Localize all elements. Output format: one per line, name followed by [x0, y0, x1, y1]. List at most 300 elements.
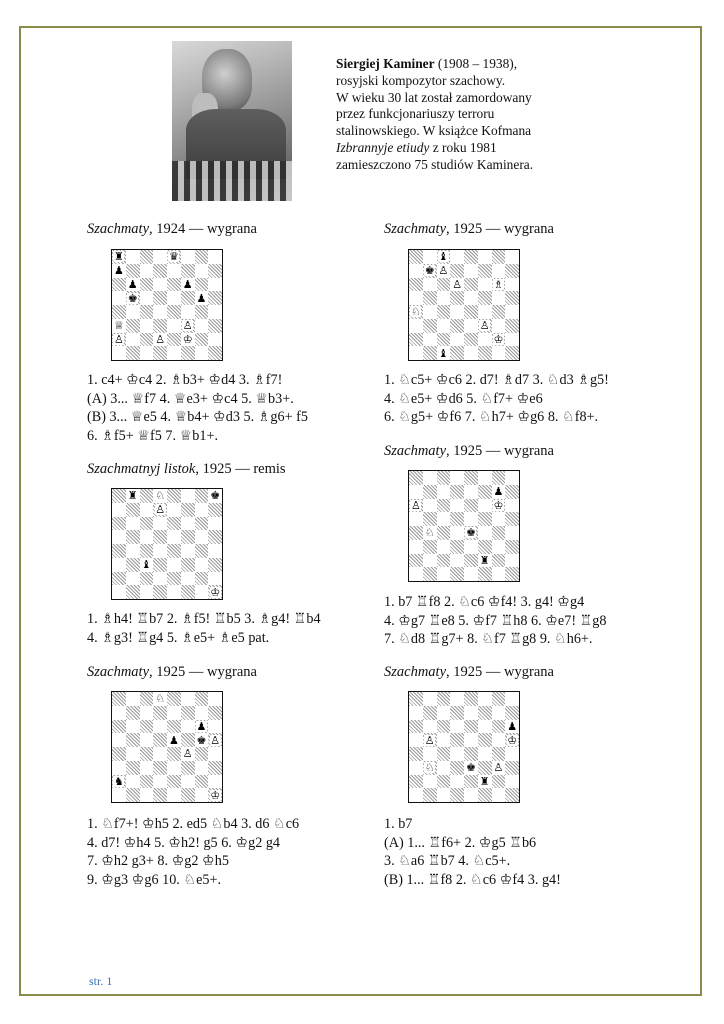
square-d7 [153, 706, 167, 720]
square-e7 [464, 264, 478, 278]
square-f6 [478, 278, 492, 292]
square-c5 [437, 733, 451, 747]
square-e2 [167, 775, 181, 789]
square-g4 [195, 747, 209, 761]
square-c5 [140, 530, 154, 544]
square-b4 [126, 544, 140, 558]
square-b2 [423, 775, 437, 789]
chess-piece: ♔ [210, 585, 221, 599]
square-g1 [195, 346, 209, 360]
square-a4 [112, 305, 126, 319]
square-e2 [464, 775, 478, 789]
square-g4 [195, 305, 209, 319]
square-c3 [140, 761, 154, 775]
square-h7 [505, 264, 519, 278]
square-d4 [450, 526, 464, 540]
square-e2 [167, 572, 181, 586]
square-a7 [112, 706, 126, 720]
square-h8 [208, 692, 222, 706]
square-g3 [492, 319, 506, 333]
chess-diagram [408, 691, 520, 803]
bio-line: W wieku 30 lat został zamordowany [336, 89, 532, 105]
square-d4 [450, 747, 464, 761]
square-g2 [195, 775, 209, 789]
square-d8 [153, 489, 167, 503]
square-c8 [437, 250, 451, 264]
square-a2 [409, 333, 423, 347]
square-b5 [126, 733, 140, 747]
square-h4 [208, 747, 222, 761]
square-a5 [409, 733, 423, 747]
square-f2 [478, 775, 492, 789]
move-list [384, 371, 609, 427]
square-h5 [208, 733, 222, 747]
square-a6 [409, 720, 423, 734]
chess-piece: ♚ [127, 291, 138, 305]
study-source: Szachmaty [87, 221, 150, 237]
square-c4 [437, 526, 451, 540]
square-g3 [492, 761, 506, 775]
study-source: Szachmaty [384, 664, 447, 680]
chess-diagram [111, 691, 223, 803]
chess-piece: ♙ [493, 761, 504, 775]
bio-name: Siergiej Kaminer [336, 56, 435, 71]
chess-piece: ♙ [452, 277, 463, 291]
square-f2 [478, 333, 492, 347]
square-a3 [409, 540, 423, 554]
square-d8 [153, 250, 167, 264]
square-a8 [112, 250, 126, 264]
square-d6 [450, 278, 464, 292]
square-d2 [450, 333, 464, 347]
chess-piece: ♕ [113, 319, 124, 333]
chess-piece: ♟ [196, 291, 207, 305]
square-g2 [492, 333, 506, 347]
square-g6 [492, 499, 506, 513]
square-f6 [181, 517, 195, 531]
square-d6 [450, 720, 464, 734]
chess-piece: ♚ [465, 526, 476, 540]
square-d4 [153, 305, 167, 319]
square-c3 [437, 319, 451, 333]
study-title [384, 664, 554, 681]
move-line: 6. ♘g5+ ♔f6 7. ♘h7+ ♔g6 8. ♘f8+. [384, 409, 599, 426]
square-h1 [505, 788, 519, 802]
square-e2 [464, 333, 478, 347]
move-line: 1. ♘f7+! ♔h5 2. ed5 ♘b4 3. d6 ♘c6 [87, 816, 300, 832]
square-d6 [153, 720, 167, 734]
square-h2 [208, 572, 222, 586]
square-c7 [140, 503, 154, 517]
square-h4 [505, 747, 519, 761]
square-a8 [409, 471, 423, 485]
chess-piece: ♙ [438, 264, 449, 278]
square-c2 [140, 572, 154, 586]
square-e3 [167, 558, 181, 572]
square-d7 [153, 503, 167, 517]
move-list [384, 815, 561, 890]
square-h3 [505, 540, 519, 554]
square-b3 [126, 319, 140, 333]
square-c7 [437, 485, 451, 499]
square-a4 [409, 747, 423, 761]
chess-piece: ♔ [493, 332, 504, 346]
square-c3 [437, 761, 451, 775]
square-a1 [409, 346, 423, 360]
square-h7 [208, 706, 222, 720]
square-d5 [450, 291, 464, 305]
square-a7 [112, 503, 126, 517]
square-c7 [437, 706, 451, 720]
square-f2 [181, 333, 195, 347]
square-b2 [126, 572, 140, 586]
square-h1 [208, 788, 222, 802]
square-f7 [478, 264, 492, 278]
square-e1 [464, 567, 478, 581]
square-d8 [153, 692, 167, 706]
square-c4 [140, 544, 154, 558]
square-e5 [464, 512, 478, 526]
square-h5 [208, 291, 222, 305]
square-d4 [450, 305, 464, 319]
chess-piece: ♜ [127, 489, 138, 503]
square-g5 [195, 291, 209, 305]
bio-line: z roku 1981 [429, 139, 497, 155]
square-a5 [409, 512, 423, 526]
square-d5 [153, 530, 167, 544]
square-g7 [195, 503, 209, 517]
square-d3 [450, 761, 464, 775]
square-h1 [505, 346, 519, 360]
chess-piece: ♟ [168, 733, 179, 747]
square-h6 [208, 720, 222, 734]
square-c7 [140, 264, 154, 278]
move-list [87, 371, 308, 446]
square-e6 [464, 278, 478, 292]
chess-diagram [111, 249, 223, 361]
square-d2 [153, 775, 167, 789]
square-a3 [112, 319, 126, 333]
square-h8 [505, 692, 519, 706]
square-b6 [423, 278, 437, 292]
square-f5 [181, 291, 195, 305]
square-c6 [140, 278, 154, 292]
square-g7 [195, 264, 209, 278]
chess-piece: ♘ [424, 761, 435, 775]
move-line: 4. ♗g3! ♖g4 5. ♗e5+ ♗e5 pat. [87, 629, 270, 646]
square-b6 [126, 517, 140, 531]
square-e6 [464, 499, 478, 513]
square-h7 [505, 485, 519, 499]
square-d5 [153, 733, 167, 747]
study-result: , 1925 — wygrana [446, 443, 554, 459]
chess-piece: ♟ [507, 719, 518, 733]
square-e6 [167, 517, 181, 531]
chess-piece: ♜ [479, 774, 490, 788]
square-b3 [423, 761, 437, 775]
square-d2 [450, 554, 464, 568]
square-c2 [437, 333, 451, 347]
square-h2 [505, 554, 519, 568]
square-g3 [492, 540, 506, 554]
move-line: (B) 3... ♕e5 4. ♕b4+ ♔d3 5. ♗g6+ f5 [87, 409, 308, 426]
square-c8 [437, 692, 451, 706]
square-e5 [167, 530, 181, 544]
chess-piece: ♞ [113, 774, 124, 788]
move-line: (A) 3... ♕f7 4. ♕e3+ ♔c4 5. ♕b3+. [87, 390, 294, 407]
chess-piece: ♙ [479, 319, 490, 333]
square-f2 [181, 572, 195, 586]
square-f4 [478, 747, 492, 761]
square-h2 [208, 333, 222, 347]
square-e7 [464, 706, 478, 720]
study-result: , 1925 — remis [195, 461, 286, 477]
square-b7 [423, 264, 437, 278]
square-c6 [140, 517, 154, 531]
move-line: 4. ♘e5+ ♔d6 5. ♘f7+ ♔e6 [384, 390, 543, 407]
square-a5 [112, 733, 126, 747]
chess-diagram [408, 249, 520, 361]
square-e4 [464, 305, 478, 319]
square-g2 [195, 333, 209, 347]
study-result: , 1925 — wygrana [149, 664, 257, 680]
square-a1 [409, 567, 423, 581]
square-b4 [423, 747, 437, 761]
square-c2 [437, 775, 451, 789]
square-g6 [492, 278, 506, 292]
square-h2 [505, 775, 519, 789]
square-f1 [478, 346, 492, 360]
square-b8 [126, 692, 140, 706]
move-line: 1. c4+ ♔c4 2. ♗b3+ ♔d4 3. ♗f7! [87, 372, 283, 388]
square-d1 [450, 788, 464, 802]
square-e8 [464, 692, 478, 706]
square-h1 [208, 585, 222, 599]
square-f8 [478, 471, 492, 485]
square-b3 [423, 540, 437, 554]
square-e6 [167, 720, 181, 734]
square-d3 [153, 319, 167, 333]
study-title [87, 461, 286, 478]
portrait-photo [172, 41, 292, 201]
square-h8 [208, 489, 222, 503]
square-e8 [464, 471, 478, 485]
square-g8 [195, 250, 209, 264]
square-h3 [208, 319, 222, 333]
study-title [87, 221, 257, 238]
square-d3 [450, 540, 464, 554]
square-b2 [423, 554, 437, 568]
square-e1 [167, 788, 181, 802]
square-f4 [181, 747, 195, 761]
square-b5 [423, 733, 437, 747]
square-a2 [112, 333, 126, 347]
square-g4 [492, 526, 506, 540]
square-e5 [464, 733, 478, 747]
square-b8 [126, 250, 140, 264]
square-a5 [112, 530, 126, 544]
square-g4 [492, 747, 506, 761]
square-d3 [450, 319, 464, 333]
square-a8 [409, 692, 423, 706]
square-f6 [181, 720, 195, 734]
square-f5 [181, 733, 195, 747]
move-line: 9. ♔g3 ♔g6 10. ♘e5+. [87, 872, 222, 889]
square-a7 [409, 485, 423, 499]
move-line: 6. ♗f5+ ♕f5 7. ♕b1+. [87, 428, 218, 445]
chess-piece: ♘ [424, 526, 435, 540]
square-c7 [140, 706, 154, 720]
square-g5 [492, 291, 506, 305]
square-h6 [505, 720, 519, 734]
square-g1 [195, 585, 209, 599]
square-d5 [153, 291, 167, 305]
square-c1 [140, 346, 154, 360]
square-g2 [492, 554, 506, 568]
square-d4 [153, 747, 167, 761]
square-b8 [423, 250, 437, 264]
chess-piece: ♔ [507, 733, 518, 747]
square-d7 [450, 485, 464, 499]
bio-line: stalinowskiego. W książce Kofmana [336, 123, 532, 139]
square-a4 [409, 526, 423, 540]
square-b7 [423, 485, 437, 499]
square-h4 [505, 305, 519, 319]
square-e1 [167, 346, 181, 360]
square-a2 [112, 775, 126, 789]
square-e7 [167, 264, 181, 278]
square-e5 [167, 291, 181, 305]
move-list [87, 815, 299, 890]
square-e8 [167, 692, 181, 706]
square-a8 [112, 692, 126, 706]
chess-piece: ♟ [493, 485, 504, 499]
square-c1 [437, 346, 451, 360]
square-d4 [153, 544, 167, 558]
square-b4 [126, 747, 140, 761]
square-a7 [409, 264, 423, 278]
square-g7 [492, 264, 506, 278]
square-a7 [112, 264, 126, 278]
move-line: 1. b7 [384, 816, 413, 832]
square-e6 [464, 720, 478, 734]
square-b1 [423, 788, 437, 802]
square-g8 [492, 692, 506, 706]
square-h3 [208, 761, 222, 775]
square-f6 [181, 278, 195, 292]
square-a3 [409, 319, 423, 333]
square-c6 [437, 499, 451, 513]
move-line: (A) 1... ♖f6+ 2. ♔g5 ♖b6 [384, 834, 537, 851]
square-h2 [505, 333, 519, 347]
study-source: Szachmaty [384, 221, 447, 237]
square-d6 [450, 499, 464, 513]
square-c6 [140, 720, 154, 734]
square-d8 [450, 692, 464, 706]
square-h8 [505, 250, 519, 264]
chess-piece: ♔ [210, 788, 221, 802]
square-f1 [181, 346, 195, 360]
square-h1 [505, 567, 519, 581]
study-result: , 1925 — wygrana [446, 664, 554, 680]
chess-piece: ♗ [493, 277, 504, 291]
square-b1 [423, 346, 437, 360]
chess-piece: ♘ [155, 489, 166, 503]
square-c6 [437, 720, 451, 734]
square-e3 [167, 761, 181, 775]
square-h6 [208, 517, 222, 531]
square-g3 [195, 319, 209, 333]
square-b2 [126, 333, 140, 347]
square-g6 [492, 720, 506, 734]
square-a1 [112, 585, 126, 599]
study-title [384, 221, 554, 238]
square-e4 [167, 305, 181, 319]
chess-piece: ♔ [182, 332, 193, 346]
square-a5 [409, 291, 423, 305]
square-e5 [167, 733, 181, 747]
chess-piece: ♙ [210, 733, 221, 747]
square-d6 [153, 517, 167, 531]
square-e3 [464, 319, 478, 333]
square-g1 [492, 567, 506, 581]
square-f3 [181, 558, 195, 572]
square-c7 [437, 264, 451, 278]
square-f5 [478, 512, 492, 526]
square-h7 [208, 264, 222, 278]
square-c6 [437, 278, 451, 292]
square-a6 [112, 278, 126, 292]
square-g2 [195, 572, 209, 586]
square-f7 [478, 706, 492, 720]
square-g4 [492, 305, 506, 319]
chess-piece: ♚ [424, 264, 435, 278]
chess-piece: ♟ [127, 277, 138, 291]
square-b8 [423, 471, 437, 485]
chess-piece: ♘ [410, 305, 421, 319]
chess-piece: ♙ [424, 733, 435, 747]
page-number: str. 1 [89, 974, 113, 988]
square-b1 [423, 567, 437, 581]
square-b8 [423, 692, 437, 706]
move-line: 7. ♘d8 ♖g7+ 8. ♘f7 ♖g8 9. ♘h6+. [384, 631, 593, 648]
move-line: (B) 1... ♖f8 2. ♘c6 ♔f4 3. g4! [384, 872, 561, 889]
bio-line: zamieszczono 75 studiów Kaminera. [336, 156, 534, 172]
square-b6 [423, 720, 437, 734]
square-f7 [181, 264, 195, 278]
square-e5 [464, 291, 478, 305]
square-e3 [167, 319, 181, 333]
square-f7 [478, 485, 492, 499]
bio-line: przez funkcjonariuszy terroru [336, 106, 495, 122]
square-f6 [478, 720, 492, 734]
chess-piece: ♚ [465, 761, 476, 775]
square-g1 [492, 346, 506, 360]
square-g1 [492, 788, 506, 802]
square-f3 [478, 319, 492, 333]
square-f2 [181, 775, 195, 789]
square-b6 [126, 278, 140, 292]
square-a1 [409, 788, 423, 802]
chess-piece: ♘ [155, 692, 166, 706]
move-list [384, 593, 607, 649]
square-b4 [423, 526, 437, 540]
square-a3 [112, 761, 126, 775]
square-a2 [409, 775, 423, 789]
square-a6 [409, 499, 423, 513]
study-title [384, 443, 554, 460]
square-g5 [492, 733, 506, 747]
